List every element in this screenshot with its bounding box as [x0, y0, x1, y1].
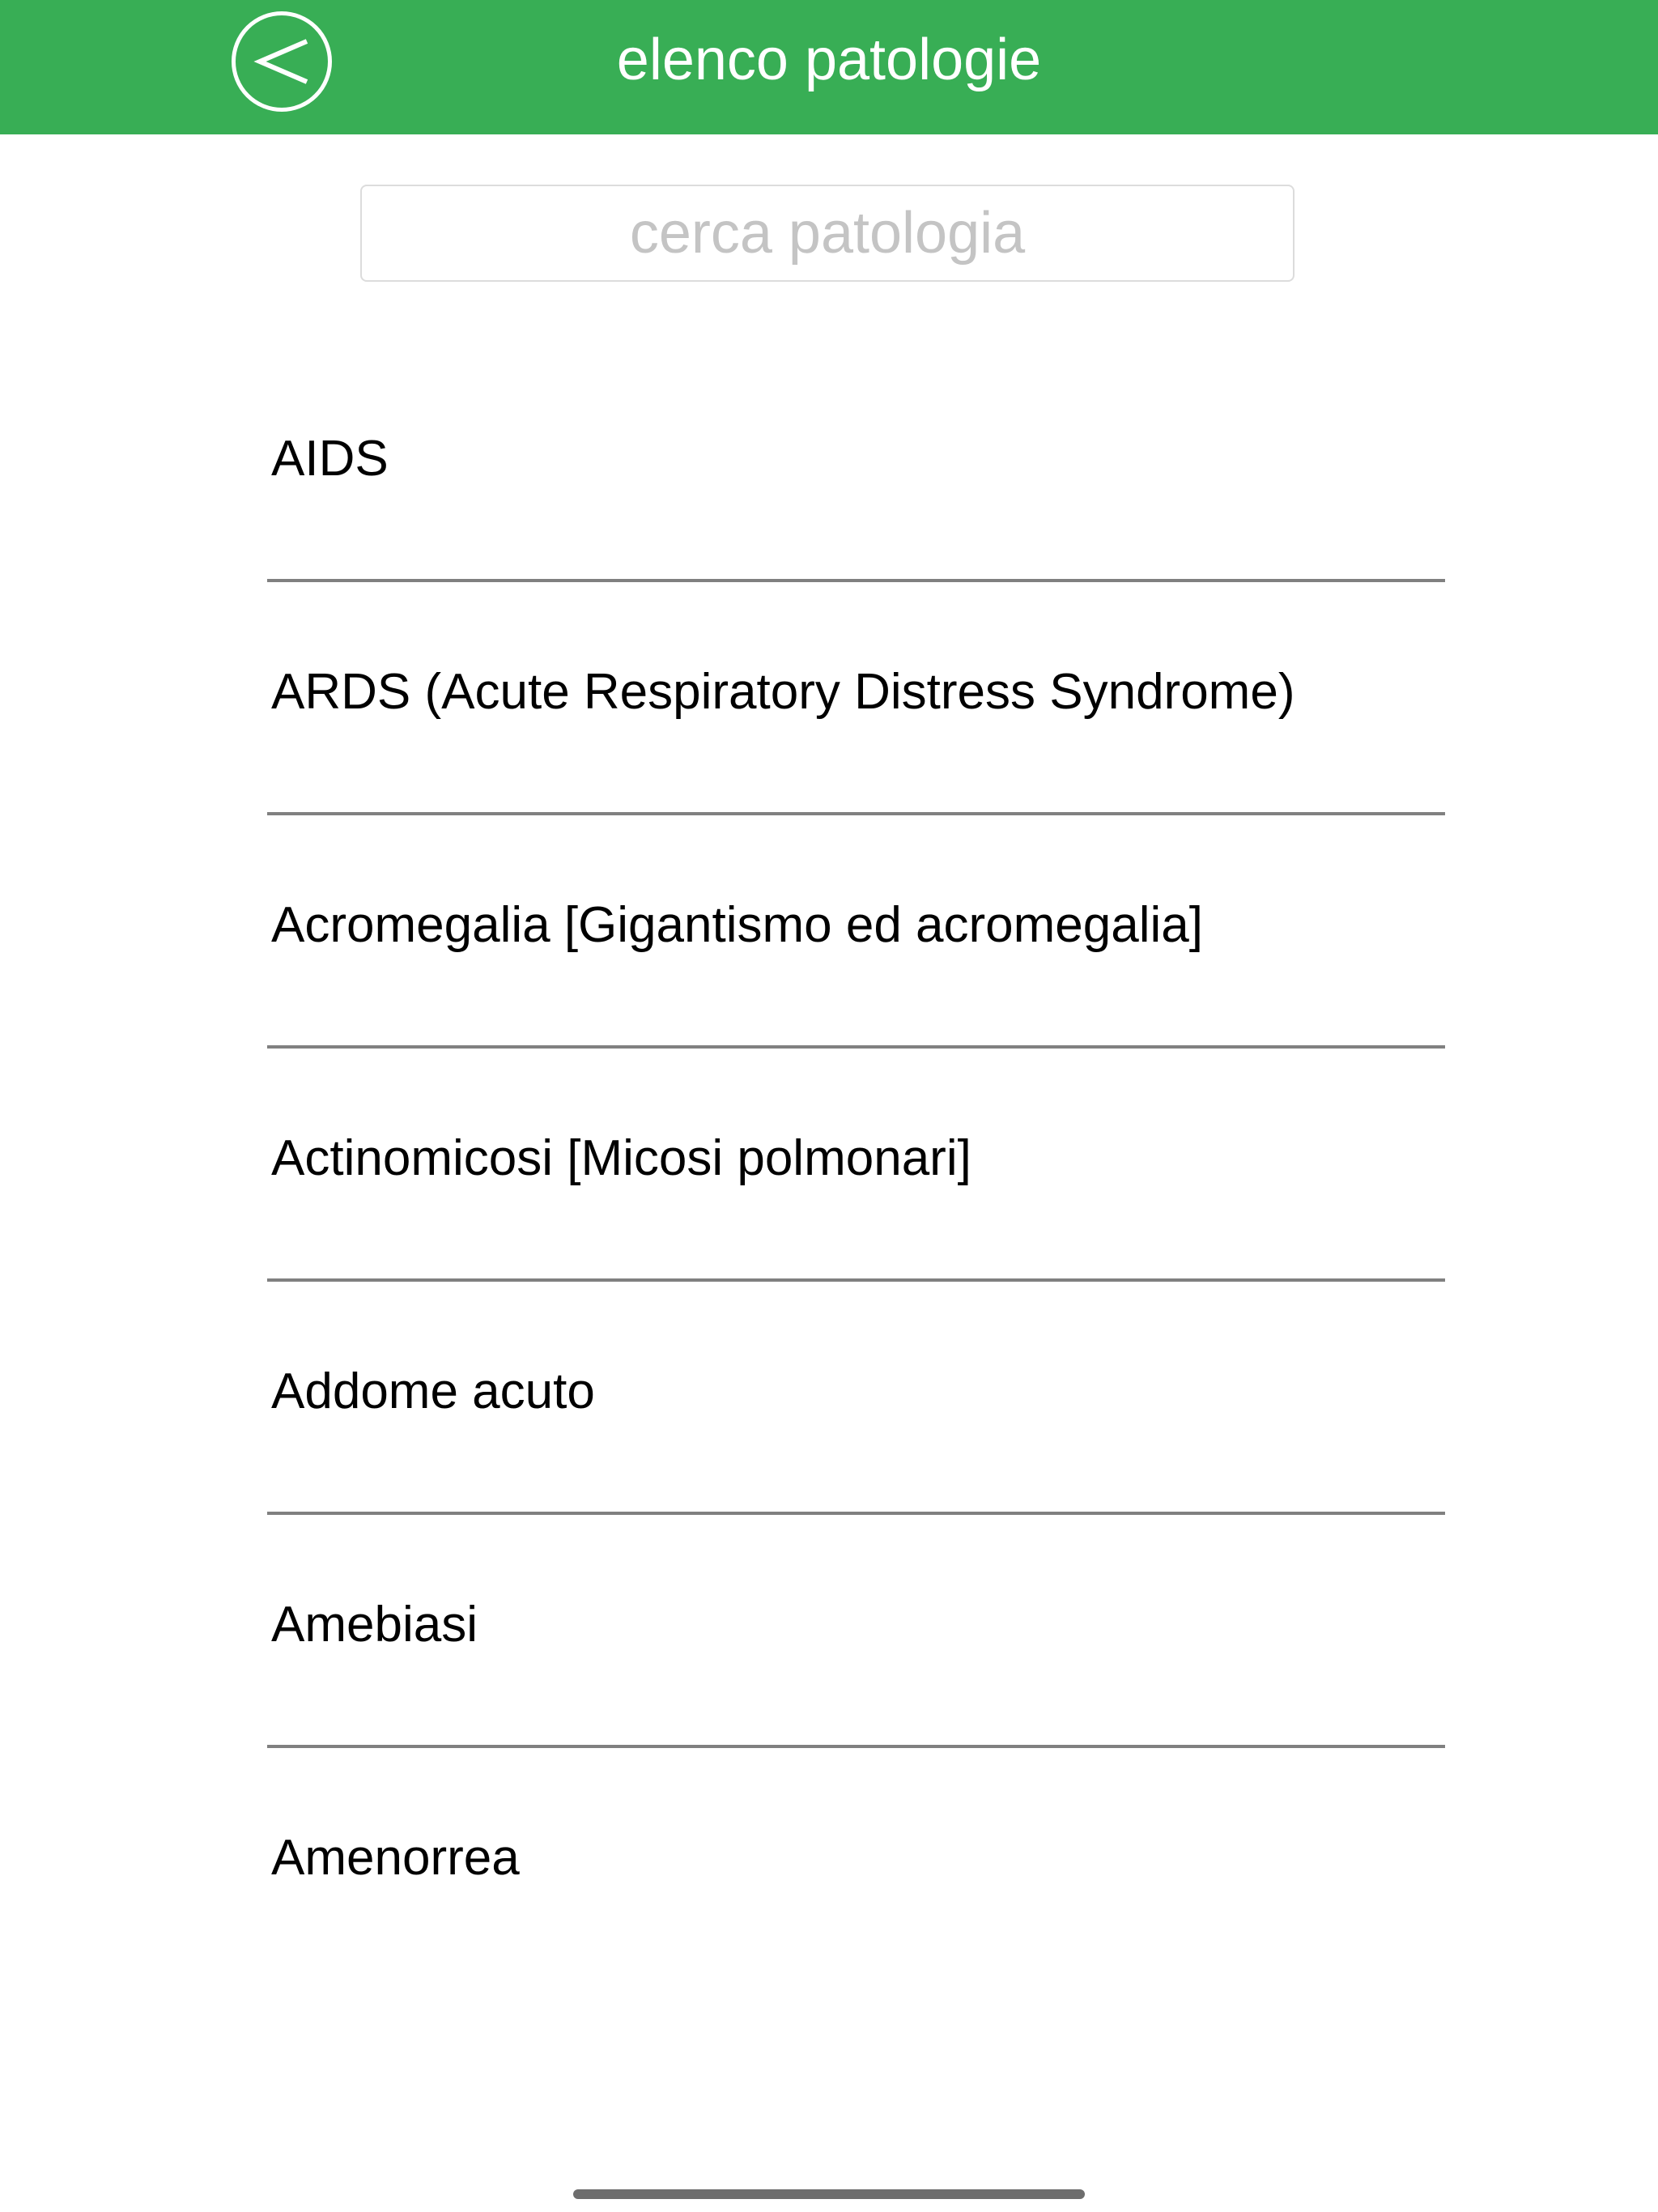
- list-item-label: Addome acuto: [271, 1363, 595, 1419]
- home-indicator[interactable]: [573, 2189, 1085, 2199]
- list-item[interactable]: [267, 815, 1445, 1049]
- list-item[interactable]: [267, 1282, 1445, 1515]
- list-item[interactable]: [267, 1515, 1445, 1748]
- pathology-list: [267, 349, 1445, 1981]
- list-item-label: Amebiasi: [271, 1597, 478, 1653]
- list-item[interactable]: [267, 582, 1445, 815]
- list-item[interactable]: [267, 1049, 1445, 1282]
- search-field[interactable]: [360, 185, 1295, 282]
- list-item[interactable]: [267, 349, 1445, 582]
- app-header: [0, 0, 1658, 134]
- list-item[interactable]: [267, 1748, 1445, 1981]
- list-item-label: Acromegalia [Gigantismo ed acromegalia]: [271, 897, 1203, 953]
- list-item-label: AIDS: [271, 431, 389, 487]
- list-item-label: Actinomicosi [Micosi polmonari]: [271, 1130, 971, 1186]
- page-title: elenco patologie: [616, 28, 1042, 92]
- search-input[interactable]: [362, 186, 1293, 280]
- list-item-label: Amenorrea: [271, 1830, 520, 1886]
- list-item-label: ARDS (Acute Respiratory Distress Syndrome): [271, 664, 1295, 720]
